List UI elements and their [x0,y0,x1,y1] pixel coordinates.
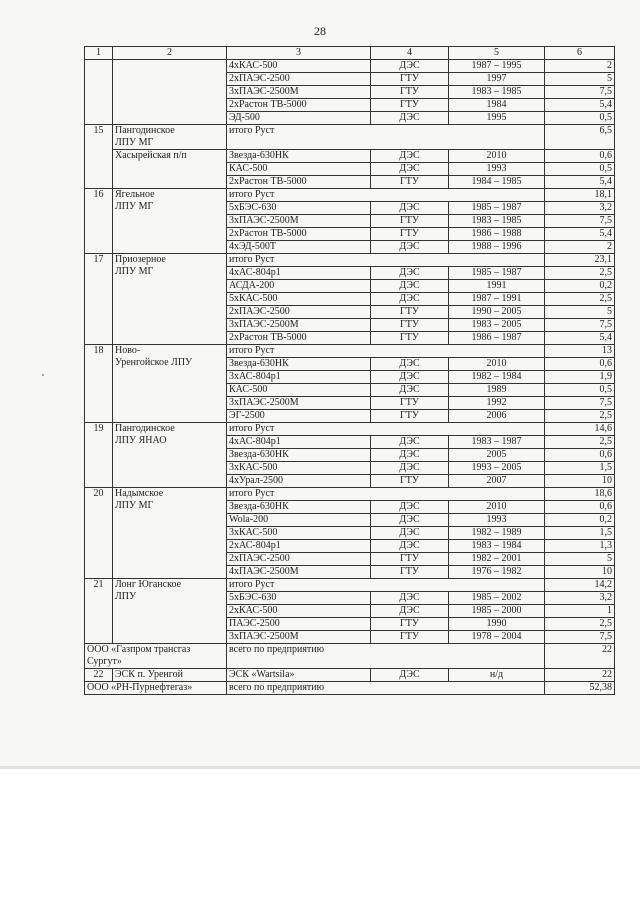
group-name-line: Пангодинское [115,125,175,136]
group-number: 19 [85,423,113,488]
power-cell: 0,5 [545,163,615,176]
total-value: 13 [545,345,615,358]
group-name [113,345,227,423]
power-cell: 1 [545,605,615,618]
total-value: 14,2 [545,579,615,592]
unit-cell: 3хПАЭС-2500М [227,631,371,644]
power-cell: 0,6 [545,358,615,371]
unit-cell: 3хПАЭС-2500М [227,215,371,228]
power-cell: 22 [545,669,615,682]
years-cell: н/д [449,669,545,682]
power-cell: 3,2 [545,592,615,605]
unit-cell: 3хКАС-500 [227,527,371,540]
unit-cell: 2хАС-804р1 [227,540,371,553]
group-name-line: Пангодинское [115,423,175,434]
unit-cell: АСДА-200 [227,280,371,293]
company-total-row [85,682,615,695]
power-cell: 3,2 [545,202,615,215]
type-cell: ДЭС [371,371,449,384]
total-label: итого Руст [227,189,545,202]
group-name-line: Лонг Юганское [115,579,182,590]
power-cell: 2 [545,241,615,254]
group-number: 18 [85,345,113,423]
type-cell: ГТУ [371,332,449,345]
unit-cell: 2хКАС-500 [227,605,371,618]
years-cell: 1995 [449,112,545,125]
unit-cell: 3хПАЭС-2500М [227,86,371,99]
scan-speck [42,374,44,376]
power-cell: 1,9 [545,371,615,384]
total-row [85,189,615,202]
years-cell: 1990 – 2005 [449,306,545,319]
power-cell: 0,2 [545,280,615,293]
company-total-label: всего по предприятию [227,682,545,695]
years-cell: 1990 [449,618,545,631]
unit-cell: 3хАС-804р1 [227,371,371,384]
unit-cell: 2хПАЭС-2500 [227,553,371,566]
type-cell: ДЭС [371,267,449,280]
type-cell: ДЭС [371,60,449,73]
group-name-line: ЛПУ МГ [115,500,154,511]
years-cell: 1984 – 1985 [449,176,545,189]
type-cell: ДЭС [371,540,449,553]
unit-cell: Звезда-630НК [227,501,371,514]
type-cell: ГТУ [371,73,449,86]
equipment-row [85,60,615,73]
total-label: итого Руст [227,488,545,501]
power-cell: 0,6 [545,150,615,163]
total-label: итого Руст [227,423,545,436]
unit-cell: 5хБЭС-630 [227,592,371,605]
unit-cell: Звезда-630НК [227,150,371,163]
years-cell: 1983 – 1984 [449,540,545,553]
years-cell: 1993 [449,514,545,527]
years-cell: 1986 – 1987 [449,332,545,345]
unit-cell: 3хПАЭС-2500М [227,397,371,410]
power-cell: 2,5 [545,618,615,631]
header-cell: 4 [371,47,449,60]
subdivision-name: Хасырейская п/п [113,150,227,189]
years-cell: 1991 [449,280,545,293]
years-cell: 1985 – 1987 [449,267,545,280]
total-value: 18,6 [545,488,615,501]
power-cell: 5 [545,306,615,319]
power-cell: 7,5 [545,631,615,644]
group-name [113,125,227,150]
total-label: итого Руст [227,125,545,150]
unit-cell: 2хРастон ТВ-5000 [227,228,371,241]
type-cell: ДЭС [371,163,449,176]
group-name-line: Надымское [115,488,164,499]
type-cell: ГТУ [371,618,449,631]
type-cell: ДЭС [371,605,449,618]
unit-cell: 2хПАЭС-2500 [227,73,371,86]
unit-cell: Wola-200 [227,514,371,527]
group-name [113,254,227,345]
group-number: 17 [85,254,113,345]
company-total-row [85,644,615,669]
unit-cell: 3хКАС-500 [227,462,371,475]
unit-cell: ЭСК «Wartsila» [227,669,371,682]
type-cell: ДЭС [371,449,449,462]
total-row [85,488,615,501]
years-cell: 2005 [449,449,545,462]
unit-cell: 2хПАЭС-2500 [227,306,371,319]
years-cell: 1982 – 1989 [449,527,545,540]
years-cell: 2010 [449,501,545,514]
scan-edge [0,766,640,769]
power-cell: 1,5 [545,462,615,475]
total-value: 23,1 [545,254,615,267]
type-cell: ДЭС [371,112,449,125]
years-cell: 1983 – 1985 [449,215,545,228]
header-cell: 6 [545,47,615,60]
group-name-line: Ягельное [115,189,155,200]
years-cell: 1992 [449,397,545,410]
total-value: 6,5 [545,125,615,150]
power-cell: 10 [545,475,615,488]
header-cell: 2 [113,47,227,60]
table-body [85,47,615,695]
type-cell: ГТУ [371,215,449,228]
group-name-line: Ново- [115,345,141,356]
unit-cell: КАС-500 [227,384,371,397]
group-name: ЭСК п. Уренгой [113,669,227,682]
type-cell: ДЭС [371,241,449,254]
years-cell: 1983 – 2005 [449,319,545,332]
total-value: 14,6 [545,423,615,436]
years-cell: 1989 [449,384,545,397]
type-cell: ГТУ [371,86,449,99]
years-cell: 1983 – 1987 [449,436,545,449]
type-cell: ДЭС [371,527,449,540]
total-value: 18,1 [545,189,615,202]
type-cell: ДЭС [371,436,449,449]
header-cell: 5 [449,47,545,60]
company-total-value: 52,38 [545,682,615,695]
power-cell: 5,4 [545,332,615,345]
group-number: 15 [85,125,113,189]
power-cell: 2,5 [545,267,615,280]
group-name-line: Приозерное [115,254,166,265]
type-cell: ГТУ [371,631,449,644]
unit-cell: 5хБЭС-630 [227,202,371,215]
years-cell: 1988 – 1996 [449,241,545,254]
type-cell: ГТУ [371,475,449,488]
group-name [113,60,227,125]
group-name-line: Уренгойское ЛПУ [115,357,193,368]
power-cell: 2,5 [545,436,615,449]
years-cell: 1993 – 2005 [449,462,545,475]
unit-cell: 4хАС-804р1 [227,267,371,280]
group-number [85,60,113,125]
unit-cell: 2хРастон ТВ-5000 [227,332,371,345]
years-cell: 2010 [449,358,545,371]
power-cell: 1,5 [545,527,615,540]
years-cell: 2006 [449,410,545,423]
type-cell: ДЭС [371,293,449,306]
type-cell: ДЭС [371,150,449,163]
type-cell: ГТУ [371,566,449,579]
type-cell: ДЭС [371,514,449,527]
years-cell: 1982 – 2001 [449,553,545,566]
years-cell: 1976 – 1982 [449,566,545,579]
page-number: 28 [314,24,326,38]
power-cell: 7,5 [545,319,615,332]
unit-cell: 3хПАЭС-2500М [227,319,371,332]
power-cell: 10 [545,566,615,579]
power-cell: 1,3 [545,540,615,553]
type-cell: ДЭС [371,592,449,605]
equipment-row [85,669,615,682]
power-cell: 2 [545,60,615,73]
group-name-line: ЛПУ МГ [115,201,154,212]
type-cell: ДЭС [371,358,449,371]
years-cell: 1997 [449,73,545,86]
type-cell: ДЭС [371,384,449,397]
unit-cell: Звезда-630НК [227,358,371,371]
type-cell: ДЭС [371,280,449,293]
power-cell: 2,5 [545,410,615,423]
company-name: ООО «РН-Пурнефтегаз» [85,682,227,695]
equipment-table [84,46,615,695]
years-cell: 1987 – 1991 [449,293,545,306]
power-cell: 0,2 [545,514,615,527]
group-number: 22 [85,669,113,682]
type-cell: ГТУ [371,553,449,566]
years-cell: 1985 – 2002 [449,592,545,605]
power-cell: 2,5 [545,293,615,306]
header-cell: 3 [227,47,371,60]
years-cell: 1985 – 2000 [449,605,545,618]
group-name [113,189,227,254]
unit-cell: 2хРастон ТВ-5000 [227,99,371,112]
power-cell: 7,5 [545,397,615,410]
total-label: итого Руст [227,579,545,592]
years-cell: 1984 [449,99,545,112]
total-row [85,254,615,267]
unit-cell: 4хУрал-2500 [227,475,371,488]
unit-cell: КАС-500 [227,163,371,176]
header-cell: 1 [85,47,113,60]
company-total-value: 22 [545,644,615,669]
years-cell: 1978 – 2004 [449,631,545,644]
company-total-label: всего по предприятию [227,644,545,669]
group-number: 16 [85,189,113,254]
power-cell: 5 [545,553,615,566]
type-cell: ГТУ [371,176,449,189]
type-cell: ГТУ [371,410,449,423]
unit-cell: 2хРастон ТВ-5000 [227,176,371,189]
power-cell: 5,4 [545,228,615,241]
equipment-row [85,150,615,163]
total-row [85,125,615,150]
power-cell: 0,6 [545,449,615,462]
group-name [113,579,227,644]
years-cell: 1982 – 1984 [449,371,545,384]
power-cell: 5,4 [545,176,615,189]
total-row [85,579,615,592]
group-name-line: ЛПУ [115,591,137,602]
power-cell: 0,5 [545,384,615,397]
group-name-line: ЛПУ ЯНАО [115,435,167,446]
type-cell: ГТУ [371,306,449,319]
type-cell: ДЭС [371,462,449,475]
unit-cell: ЭГ-2500 [227,410,371,423]
type-cell: ДЭС [371,669,449,682]
type-cell: ГТУ [371,397,449,410]
total-row [85,345,615,358]
power-cell: 5,4 [545,99,615,112]
type-cell: ГТУ [371,228,449,241]
type-cell: ГТУ [371,319,449,332]
type-cell: ДЭС [371,202,449,215]
years-cell: 1993 [449,163,545,176]
total-label: итого Руст [227,254,545,267]
group-name [113,488,227,579]
total-row [85,423,615,436]
unit-cell: ПАЭС-2500 [227,618,371,631]
power-cell: 0,5 [545,112,615,125]
unit-cell: 4хПАЭС-2500М [227,566,371,579]
group-name-line: ЛПУ МГ [115,137,154,148]
unit-cell: 4хКАС-500 [227,60,371,73]
years-cell: 1985 – 1987 [449,202,545,215]
years-cell: 1987 – 1995 [449,60,545,73]
group-name-line: ЛПУ МГ [115,266,154,277]
years-cell: 2010 [449,150,545,163]
total-label: итого Руст [227,345,545,358]
header-row [85,47,615,60]
group-name [113,423,227,488]
group-number: 21 [85,579,113,644]
power-cell: 7,5 [545,215,615,228]
years-cell: 1986 – 1988 [449,228,545,241]
unit-cell: 4хАС-804р1 [227,436,371,449]
unit-cell: ЭД-500 [227,112,371,125]
group-number: 20 [85,488,113,579]
unit-cell: Звезда-630НК [227,449,371,462]
power-cell: 5 [545,73,615,86]
type-cell: ДЭС [371,501,449,514]
power-cell: 7,5 [545,86,615,99]
power-cell: 0,6 [545,501,615,514]
unit-cell: 5хКАС-500 [227,293,371,306]
unit-cell: 4хЭД-500Т [227,241,371,254]
company-name: ООО «Газпром трансгаз Сургут» [85,644,227,669]
years-cell: 2007 [449,475,545,488]
years-cell: 1983 – 1985 [449,86,545,99]
type-cell: ГТУ [371,99,449,112]
